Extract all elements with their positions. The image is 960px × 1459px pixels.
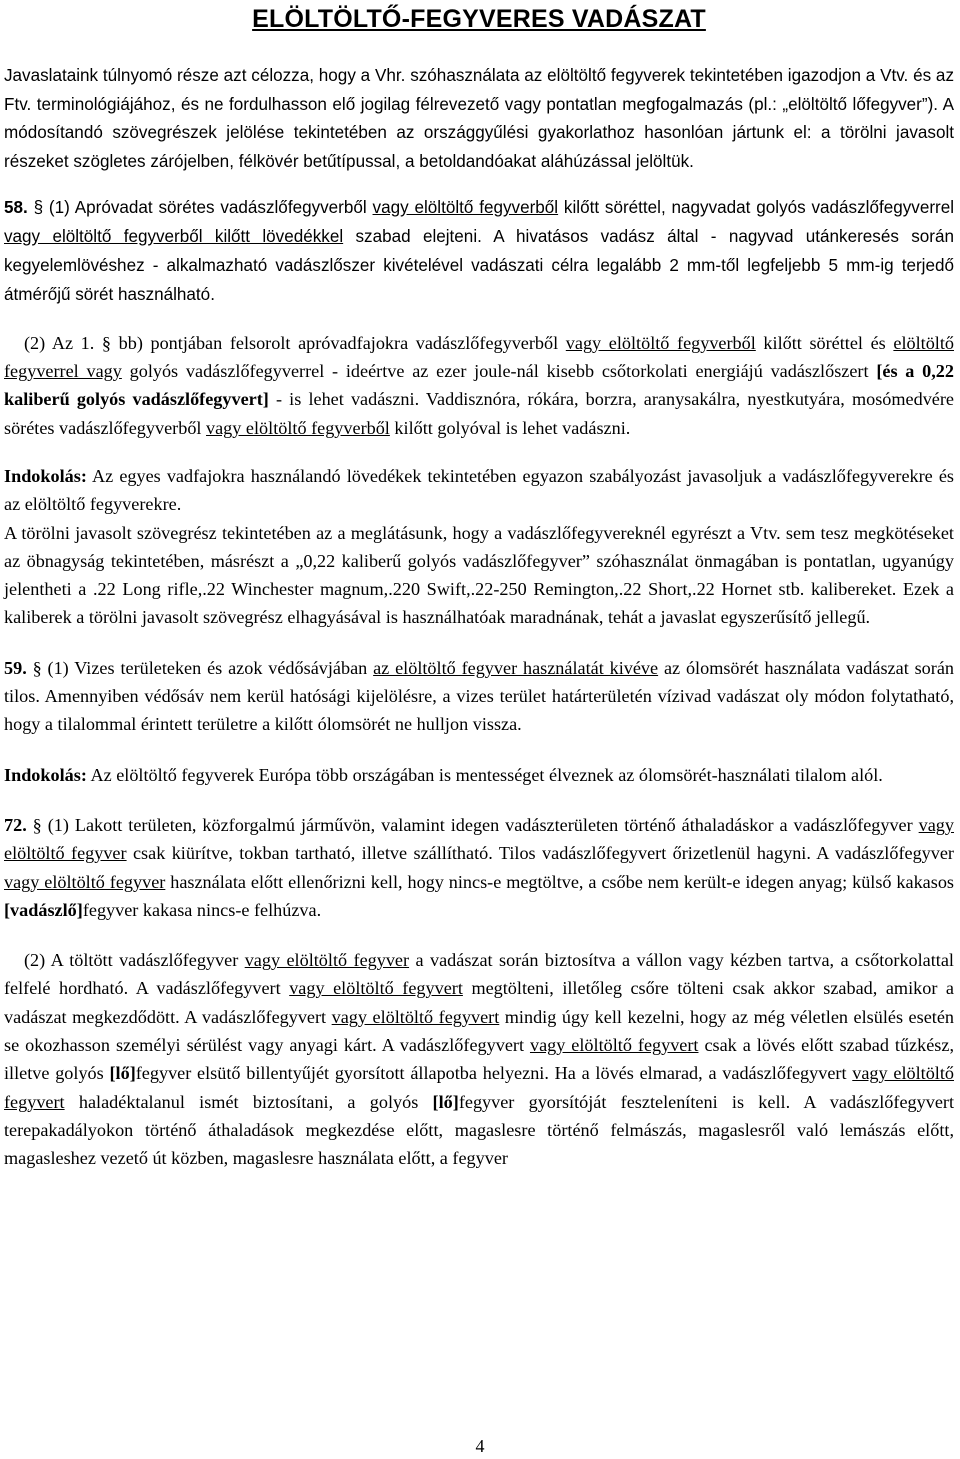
insertion: vagy elöltöltő fegyvert — [289, 978, 463, 999]
text: mindig úgy kell kezelni, hogy az még véletlen elsülés esetén se okozhasson személyi sérülést vagy anyagi kárt. A vadászlőfegyvert — [4, 1006, 954, 1056]
insertion: vagy elöltöltő fegyverből — [206, 417, 390, 438]
text: golyós vadászlőfegyverrel - ideértve az ezer joule-nál kisebb csőtorkolati energiájú vadászlőszert — [121, 361, 877, 382]
section-number: 72. — [4, 814, 27, 835]
justification-label: Indokolás: — [4, 764, 87, 785]
page-title: ELÖLTÖLTŐ-FEGYVERES VADÁSZAT — [252, 5, 706, 33]
insertion: vagy elöltöltő fegyver — [4, 871, 166, 892]
page-number: 4 — [475, 1436, 485, 1456]
text: (2) Az 1. § bb) pontjában felsorolt apróvadfajokra vadászlőfegyverből — [24, 332, 566, 353]
text: (2) A töltött vadászlőfegyver — [24, 950, 245, 971]
section-58-2 — [4, 329, 954, 442]
insertion: vagy elöltöltő fegyver — [4, 814, 954, 864]
section-72-2 — [4, 946, 954, 1172]
text: Az egyes vadfajokra használandó lövedékek tekintetében egyazon szabályozást javasoljuk a vadászlőfegyverekre és az elöltöltő fegyverekre. — [4, 466, 954, 515]
text: fegyver gyorsítóját feszteleníteni is kell. A vadászlőfegyvert terepakadályokon történő áthaladások megkezdése előtt, magaslesre történő felmászás, magaslesről való lemászás előtt, magasleshez vezető út közben, magaslesre használata előtt, a fegyver — [4, 1091, 954, 1169]
section-72-1 — [4, 811, 954, 924]
text: használata előtt ellenőrizni kell, hogy nincs-e megtöltve, a csőbe nem került-e idegen anyag; külső kakasos — [165, 871, 955, 892]
deletion: [vadászlő] — [4, 899, 83, 920]
text: § (1) Lakott területen, közforgalmú járművön, valamint idegen vadászterületen történő áthaladáskor a vadászlőfegyver — [26, 814, 919, 835]
text: kilőtt golyóval is lehet vadászni. — [389, 417, 631, 438]
text: fegyver elsütő billentyűjét gyorsított állapotba helyezni. Ha a lövés elmarad, a vadászlőfegyvert — [135, 1063, 853, 1084]
insertion: vagy elöltöltő fegyverből — [372, 197, 559, 217]
text: fegyver kakasa nincs-e felhúzva. — [82, 899, 322, 920]
text: § (1) Apróvadat sörétes vadászlőfegyverből — [27, 197, 373, 217]
text: § (1) Vizes területeken és azok védősávjában — [26, 657, 374, 678]
deletion: [és a 0,22 kaliberű golyós vadászlőfegyvert] — [4, 361, 954, 410]
insertion: vagy elöltöltő fegyverből — [565, 332, 756, 353]
deletion: [lő] — [432, 1091, 459, 1112]
text: - is lehet vadászni. Vaddisznóra, rókára, borzra, aranysakálra, nyestkutyára, mosómedvére sörétes vadászlőfegyverből — [4, 389, 954, 438]
text: haladéktalanul ismét biztosítani, a golyós — [64, 1091, 433, 1112]
section-59-1 — [4, 654, 954, 739]
text: szabad elejteni. A hivatásos vadász által - nagyvad utánkeresés során kegyelemlövéshez - alkalmazható vadászlőszer kivételével vadászati célra legalább 2 mm-től legfeljebb 5 mm-ig terjedő átmérőjű sörét használható. — [4, 226, 954, 304]
section-58-1 — [4, 193, 954, 309]
insertion: az elöltöltő fegyver használatát kivéve — [373, 657, 659, 678]
insertion: vagy elöltöltő fegyvert — [331, 1006, 500, 1027]
justification-1-continued: A törölni javasolt szövegrész tekintetében az a meglátásunk, hogy a vadászlőfegyvereknél egyrészt a Vtv. sem tesz megkötéseket az öbnagyság tekintetében, másrészt a „0,22 kaliberű golyós vadászlőfegyver” szóhasználat önmagában is pontatlan, ugyanúgy jelentheti a .22 Long rifle,.22 Winchester magnum,.220 Swift,.22-250 Remington,.22 Short,.22 Hornet stb. kalibereket. Ezek a kaliberek a törölni javasolt szövegrész elhagyásával is használhatóak maradnának, tehát a javaslat egyszerűsítő jellegű. — [4, 522, 954, 628]
justification-1 — [4, 462, 954, 519]
justification-2 — [4, 761, 954, 789]
insertion: vagy elöltöltő fegyvert — [529, 1035, 699, 1056]
section-number: 58. — [4, 197, 28, 217]
text: az ólomsörét használata vadászat során tilos. Amennyiben védősáv nem kerül hatósági kijelölésre, a vizes terület határterületén vízivad vadászat oly módon folytatható, hogy a tilalommal érintett területre a kilőtt ólomsörét ne hulljon vissza. — [4, 657, 955, 735]
intro-paragraph — [4, 62, 954, 177]
intro-sentence-1: Javaslataink túlnyomó része azt célozza, hogy a Vhr. szóhasználata az elöltöltő fegyverek tekintetében igazodjon a Vtv. és az Ftv. terminológiájához, és ne fordulhasson elő jogilag félrevezető vagy pontatlan megfogalmazás (pl.: „elöltöltő lőfegyver”). — [4, 66, 954, 114]
text: csak kiürítve, tokban tartható, illetve szállítható. Tilos vadászlőfegyvert őrizetlenül hagyni. A vadászlőfegyver — [126, 843, 954, 864]
insertion: vagy elöltöltő fegyvert — [4, 1063, 954, 1112]
section-number: 59. — [4, 657, 27, 678]
intro-sentence-2: A módosítandó szövegrészek jelölése tekintetében az országgyűlési gyakorlathoz hasonlóan jártunk el: a törölni javasolt részeket szögletes zárójelben, félkövér betűtípussal, a betoldandóakat aláhúzással jelöltük. — [4, 94, 954, 172]
text: megtölteni, illetőleg csőre tölteni csak akkor szabad, amikor a vadászat megkezdődött. A vadászlőfegyvert — [4, 978, 954, 1027]
deletion: [lő] — [109, 1063, 136, 1084]
text: kilőtt söréttel és — [755, 332, 894, 353]
text: a vadászat során biztosítva a vállon vagy kézben tartva, a csőtorkolattal felfelé hordható. A vadászlőfegyvert — [4, 950, 954, 999]
insertion: elöltöltő fegyverrel vagy — [4, 332, 954, 382]
text: csak a lövés előtt szabad tűzkész, illetve golyós — [4, 1035, 954, 1084]
justification-label: Indokolás: — [4, 466, 87, 486]
insertion: vagy elöltöltő fegyverből kilőtt lövedékkel — [4, 226, 344, 246]
text: kilőtt söréttel, nagyvadat golyós vadászlőfegyverrel — [558, 197, 955, 217]
insertion: vagy elöltöltő fegyver — [244, 950, 410, 971]
text: Az elöltöltő fegyverek Európa több országában is mentességet élveznek az ólomsörét-használati tilalom alól. — [86, 764, 883, 785]
